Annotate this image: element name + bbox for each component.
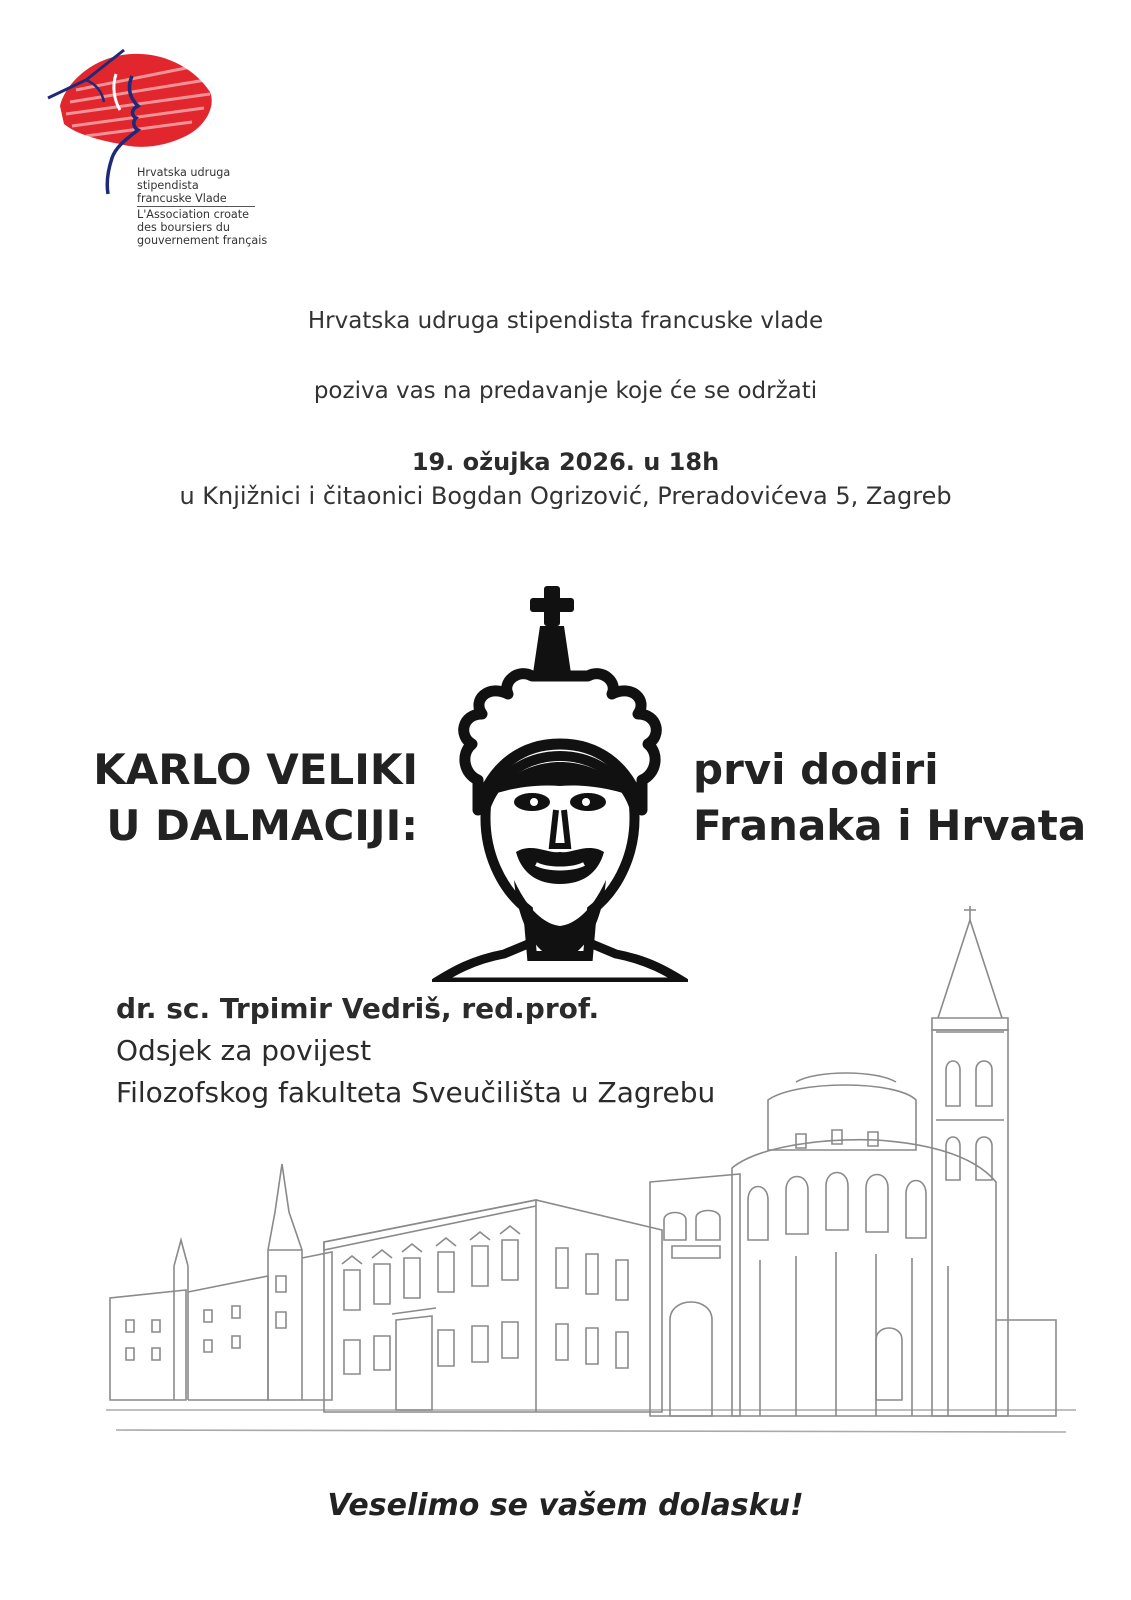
lecture-title-left <box>93 742 418 854</box>
invitation-line: poziva vas na predavanje koje će se održati <box>313 378 818 404</box>
title-right-line-2: Franaka i Hrvata <box>693 801 1087 850</box>
logo-line-fr-3: gouvernement français <box>137 234 268 247</box>
logo-line-hr-3: francuske Vlade <box>137 192 227 205</box>
event-date: 19. ožujka 2026. u 18h <box>411 448 720 476</box>
logo-divider <box>137 206 255 207</box>
organizer-line: Hrvatska udruga stipendista francuske vlade <box>307 308 824 334</box>
speaker-block <box>116 988 715 1114</box>
zadar-townscape-illustration <box>96 900 1086 1480</box>
logo-line-hr-2: stipendista <box>137 179 199 192</box>
charlemagne-portrait-icon <box>432 584 688 982</box>
lecture-title-right <box>693 742 1086 854</box>
logo-line-hr-1: Hrvatska udruga <box>137 166 231 179</box>
title-left-line-2: U DALMACIJI: <box>106 801 418 850</box>
speaker-department: Odsjek za povijest <box>116 1034 372 1067</box>
speaker-faculty: Filozofskog fakulteta Sveučilišta u Zagrebu <box>116 1076 716 1109</box>
logo-line-fr-2: des boursiers du <box>137 221 231 234</box>
logo-caption <box>137 166 267 247</box>
closing-message: Veselimo se vašem dolasku! <box>327 1488 804 1523</box>
logo-line-fr-1: L'Association croate <box>137 208 250 221</box>
title-left-line-1: KARLO VELIKI <box>93 745 418 794</box>
event-venue: u Knjižnici i čitaonici Bogdan Ogrizović, Preradovićeva 5, Zagreb <box>179 482 952 510</box>
title-right-line-1: prvi dodiri <box>693 745 939 794</box>
speaker-name: dr. sc. Trpimir Vedriš, red.prof. <box>116 992 600 1025</box>
